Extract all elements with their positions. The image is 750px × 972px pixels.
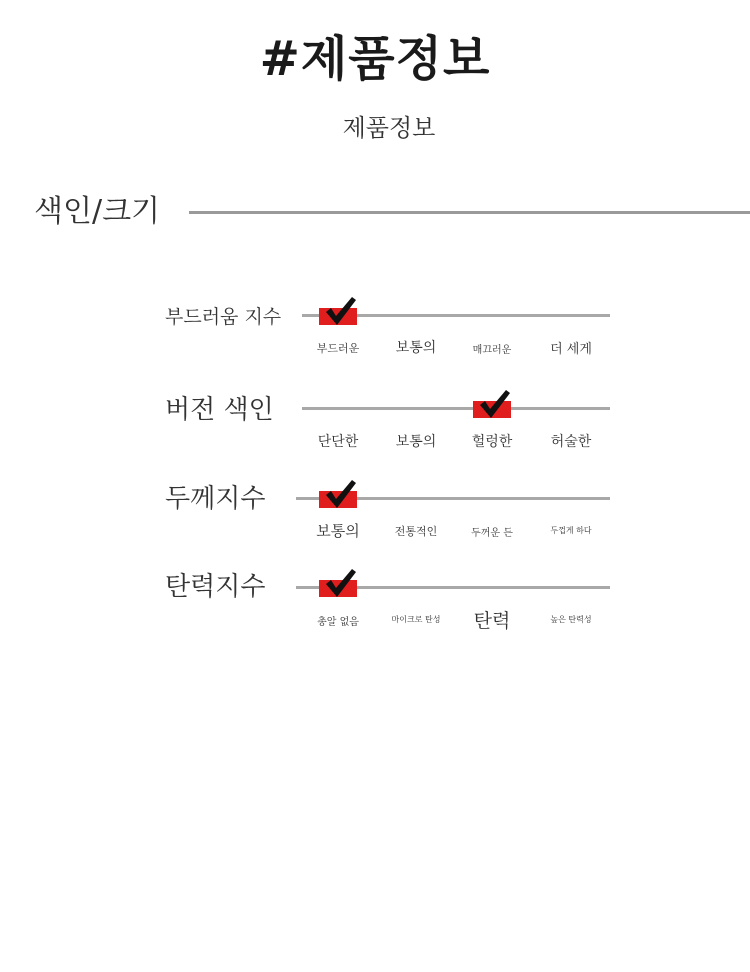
option-label: 보통의 bbox=[395, 434, 437, 450]
option-label: 부드러운 bbox=[316, 342, 360, 355]
option-label: 총알 없음 bbox=[317, 617, 359, 628]
option-label: 더 세게 bbox=[550, 342, 592, 357]
option-label: 보통의 bbox=[316, 522, 360, 540]
option-label: 마이크로 탄성 bbox=[391, 615, 441, 624]
section-divider bbox=[189, 211, 750, 214]
checkmark-icon bbox=[323, 295, 357, 327]
page-title: #제품정보 bbox=[259, 31, 491, 87]
option-label: 보통의 bbox=[395, 340, 437, 356]
option-label: 전통적인 bbox=[394, 525, 438, 538]
page-subtitle: 제품정보 bbox=[342, 114, 436, 142]
selected-check-marker bbox=[319, 295, 361, 331]
selected-check-marker bbox=[319, 567, 361, 603]
selected-check-marker bbox=[319, 478, 361, 514]
row-label: 부드러움 지수 bbox=[165, 306, 282, 328]
selected-check-marker bbox=[473, 388, 515, 424]
option-label: 탄력 bbox=[473, 610, 511, 632]
row-label: 두께지수 bbox=[165, 484, 266, 514]
option-label: 매끄러운 bbox=[472, 345, 512, 356]
section-heading: 색인/크기 bbox=[34, 194, 161, 229]
option-label: 단단한 bbox=[317, 434, 359, 450]
row-label: 탄력지수 bbox=[165, 572, 266, 602]
option-label: 높은 탄력성 bbox=[550, 615, 592, 624]
option-label: 헐렁한 bbox=[471, 434, 513, 450]
rating-track bbox=[302, 407, 610, 410]
option-label: 두꺼운 든 bbox=[471, 528, 513, 539]
checkmark-icon bbox=[323, 478, 357, 510]
row-label: 버전 색인 bbox=[165, 395, 274, 425]
checkmark-icon bbox=[477, 388, 511, 420]
option-label: 허술한 bbox=[550, 434, 592, 450]
option-label: 두껍게 하다 bbox=[550, 526, 592, 535]
checkmark-icon bbox=[323, 567, 357, 599]
